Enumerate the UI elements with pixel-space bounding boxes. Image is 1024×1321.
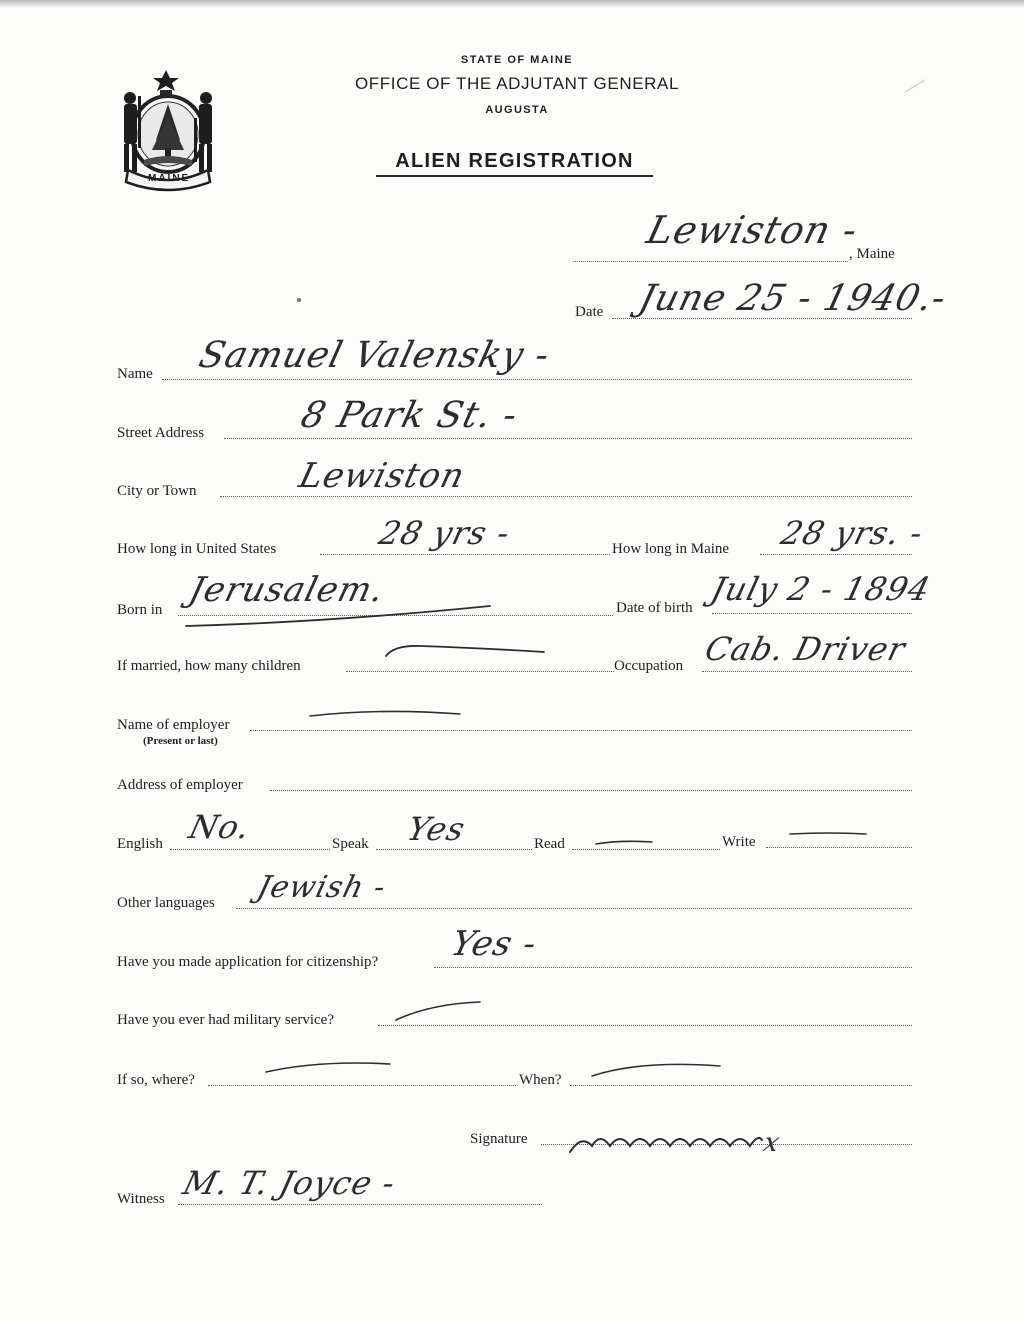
- city-or-town-label: City or Town: [117, 483, 197, 499]
- speak-entry: Yes: [403, 810, 470, 848]
- name-entry: Samuel Valensky -: [194, 335, 555, 376]
- header-state: STATE OF MAINE: [460, 54, 574, 66]
- married-children-dash: [386, 646, 544, 656]
- town-entry: Lewiston -: [642, 208, 863, 252]
- english-label: English: [117, 836, 163, 852]
- speak-label: Speak: [332, 836, 369, 852]
- citizenship-label: Have you made application for citizenship?: [117, 954, 379, 970]
- born-in-label: Born in: [117, 602, 163, 618]
- read-dash: [596, 841, 652, 844]
- military-dash: [396, 1002, 480, 1020]
- employer-name-dash: [310, 711, 460, 716]
- how-long-us-label: How long in United States: [117, 541, 277, 557]
- header-city: AUGUSTA: [485, 104, 549, 116]
- how-long-maine-label: How long in Maine: [612, 541, 730, 557]
- occupation-entry: Cab. Driver: [701, 630, 910, 668]
- occupation-label: Occupation: [614, 658, 684, 674]
- employer-name-label: Name of employer: [117, 717, 230, 733]
- when-dash: [592, 1064, 720, 1076]
- military-label: Have you ever had military service?: [117, 1012, 334, 1028]
- street-address-label: Street Address: [117, 425, 205, 441]
- city-or-town-entry: Lewiston: [295, 456, 470, 496]
- date-entry: June 25 - 1940.-: [634, 278, 951, 319]
- employer-name-note: (Present or last): [143, 735, 218, 747]
- if-so-where-label: If so, where?: [117, 1072, 195, 1088]
- date-label: Date: [575, 304, 604, 320]
- other-languages-label: Other languages: [117, 895, 215, 911]
- witness-entry: M. T. Joyce -: [179, 1164, 400, 1202]
- write-label: Write: [722, 834, 756, 850]
- born-in-entry: Jerusalem.: [185, 570, 389, 610]
- form-title: ALIEN REGISTRATION: [376, 150, 653, 177]
- seal-banner-text: MAINE: [148, 173, 191, 184]
- date-of-birth-label: Date of birth: [616, 600, 693, 616]
- name-label: Name: [117, 366, 153, 382]
- employer-address-label: Address of employer: [117, 777, 243, 793]
- how-long-maine-entry: 28 yrs. -: [777, 514, 928, 552]
- witness-label: Witness: [117, 1191, 165, 1207]
- signature-mark: x: [760, 1128, 784, 1158]
- english-entry: No.: [185, 808, 255, 846]
- date-of-birth-entry: July 2 - 1894: [707, 570, 935, 608]
- how-long-us-entry: 28 yrs -: [375, 514, 515, 552]
- citizenship-entry: Yes -: [447, 924, 542, 964]
- where-dash: [266, 1063, 390, 1072]
- street-address-entry: 8 Park St. -: [296, 395, 523, 436]
- other-languages-entry: Jewish -: [253, 870, 390, 905]
- signature-label: Signature: [470, 1131, 528, 1147]
- born-in-underline: [186, 606, 490, 626]
- married-children-label: If married, how many children: [117, 658, 301, 674]
- scan-tick-mark: [905, 80, 925, 92]
- state-suffix: , Maine: [849, 246, 895, 262]
- when-label: When?: [519, 1072, 562, 1088]
- read-label: Read: [534, 836, 565, 852]
- write-dash: [790, 833, 866, 834]
- signature-scribble: [570, 1138, 762, 1152]
- header-office: OFFICE OF THE ADJUTANT GENERAL: [354, 74, 680, 93]
